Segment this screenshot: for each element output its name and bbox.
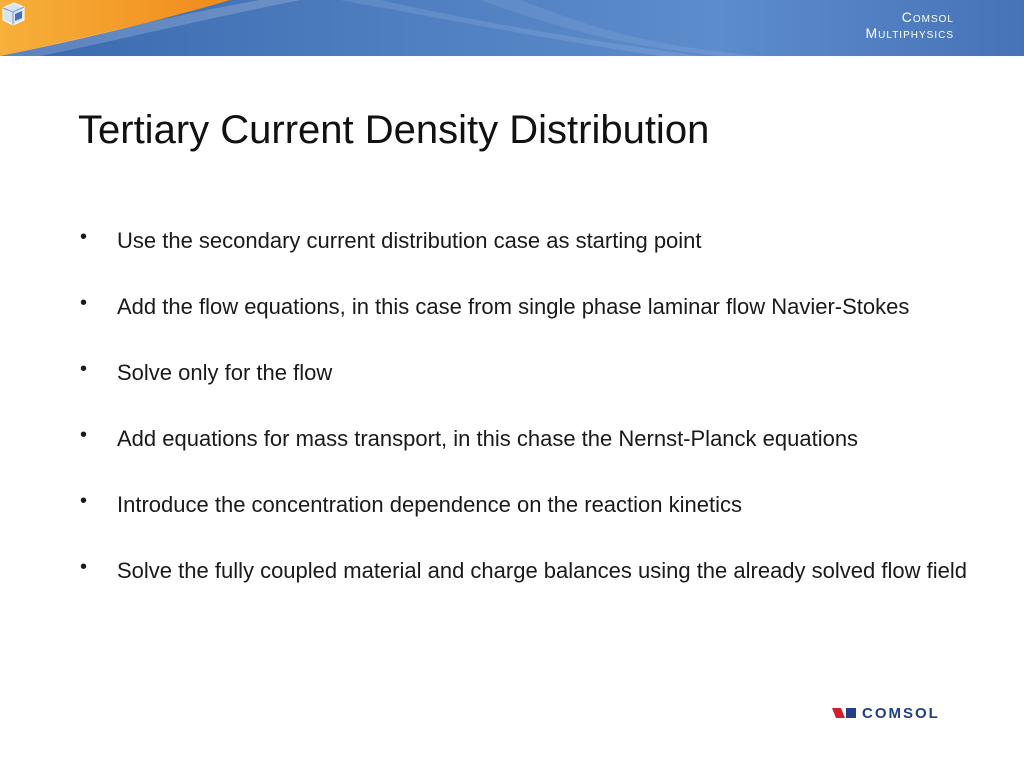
list-item: [78, 424, 968, 454]
cube-logo-icon: [0, 0, 26, 26]
bullet-icon: •: [80, 490, 88, 512]
brand-line1: Comsol: [901, 9, 954, 25]
list-item: [78, 226, 968, 256]
header-banner: [0, 0, 1024, 56]
list-item: [78, 556, 968, 586]
bullet-text: Solve only for the flow: [117, 360, 333, 385]
bullet-icon: •: [80, 226, 88, 248]
brand-line2: Multiphysics: [865, 25, 954, 41]
bullet-text: Add equations for mass transport, in this chase the Nernst-Planck equations: [117, 426, 859, 451]
bullet-icon: •: [80, 556, 88, 578]
bullet-text: Solve the fully coupled material and charge balances using the already solved flow field: [117, 558, 967, 583]
slide-title: Tertiary Current Density Distribution: [78, 108, 710, 152]
bullet-text: Use the secondary current distribution case as starting point: [117, 228, 702, 253]
footer-comsol-logo: [832, 704, 940, 722]
bullet-text: Introduce the concentration dependence on the reaction kinetics: [117, 492, 742, 517]
list-item: [78, 292, 968, 322]
bullet-text: Add the flow equations, in this case from single phase laminar flow Navier-Stokes: [117, 294, 910, 319]
list-item: [78, 358, 968, 388]
bullet-icon: •: [80, 358, 88, 380]
bullet-list: [78, 226, 968, 622]
bullet-icon: •: [80, 424, 88, 446]
comsol-mark-icon: [832, 706, 856, 720]
footer-logo-text: COMSOL: [862, 704, 940, 722]
bullet-icon: •: [80, 292, 88, 314]
list-item: [78, 490, 968, 520]
comsol-multiphysics-logo: [866, 10, 955, 40]
